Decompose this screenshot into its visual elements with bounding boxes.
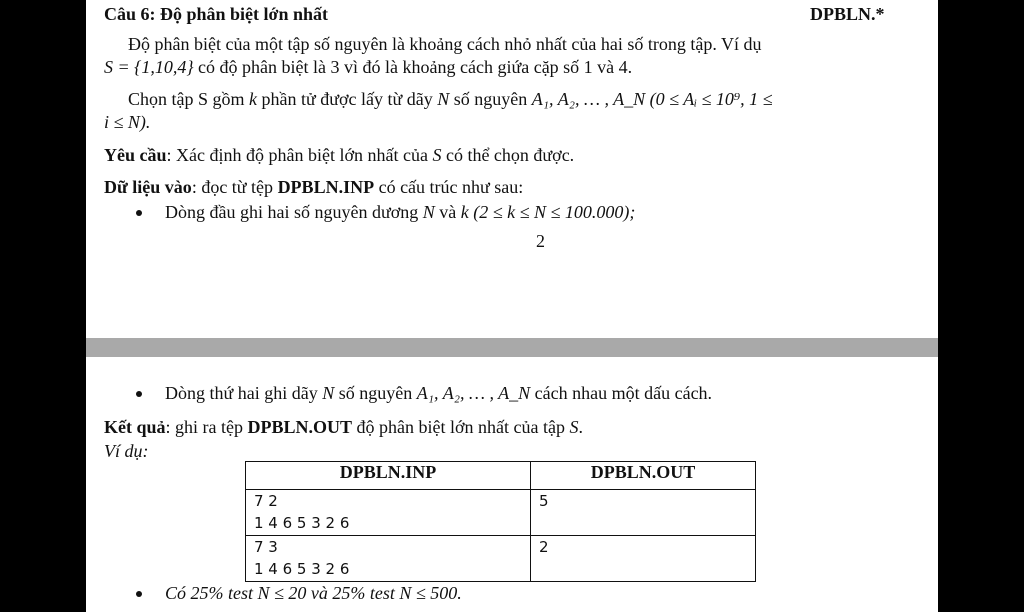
bullet-first-line [165, 201, 635, 223]
requirement [104, 144, 574, 166]
input-text-b: có cấu trúc như sau: [374, 177, 524, 197]
bullet-third-line: Có 25% test N ≤ 20 và 25% test N ≤ 500. [165, 583, 462, 603]
bullet-icon [136, 391, 142, 397]
cell-inp [246, 490, 531, 536]
para2-line2: i ≤ N). [104, 112, 151, 132]
para2-mid2: số nguyên [449, 89, 532, 109]
bullet1-text: Dòng đầu ghi hai số nguyên dương [165, 202, 423, 222]
para1-line2 [104, 56, 632, 78]
output-file: DPBLN.OUT [247, 417, 353, 437]
para2-text: Chọn tập S gồm [128, 89, 250, 109]
input-file: DPBLN.INP [277, 177, 375, 197]
cell-out: 2 [531, 536, 756, 582]
var-k: k [249, 89, 258, 109]
cell-out: 5 [531, 490, 756, 536]
set-example: S = {1,10,4} [104, 57, 194, 77]
inp-line: 7 3 [254, 538, 278, 556]
bullet2-seq: A₁, A₂, … , A_N [416, 383, 531, 403]
page-separator [86, 338, 938, 357]
bullet2-mid: số nguyên [334, 383, 417, 403]
inp-line: 1 4 6 5 3 2 6 [254, 560, 350, 578]
requirement-label: Yêu cầu [104, 145, 167, 165]
table-row [246, 490, 756, 536]
requirement-text-b: có thể chọn được. [441, 145, 575, 165]
bullet2-text: Dòng thứ hai ghi dãy [165, 383, 323, 403]
table-header-row [246, 462, 756, 490]
var-S: S [432, 145, 442, 165]
example-label: Ví dụ: [104, 441, 149, 461]
sequence-A: A₁, A₂, … , A_N [531, 89, 646, 109]
input-spec [104, 176, 523, 198]
output-S: S [569, 417, 579, 437]
bullet1-k: k [460, 202, 469, 222]
para1-line2-rest: có độ phân biệt là 3 vì đó là khoảng cách giứa cặp số 1 và 4. [193, 57, 633, 77]
bullet-icon [136, 591, 142, 597]
var-N: N [437, 89, 450, 109]
bullet-icon [136, 210, 142, 216]
para2-line1 [128, 88, 773, 110]
table-row [246, 536, 756, 582]
bullet1-mid: và [434, 202, 461, 222]
page-number: 2 [536, 231, 545, 251]
bullet1-N: N [422, 202, 435, 222]
example-table [245, 461, 756, 582]
problem-title: Câu 6: Độ phân biệt lớn nhất [104, 4, 329, 24]
bullet-second-line [165, 382, 712, 404]
header-inp: DPBLN.INP [246, 462, 531, 490]
requirement-text-a: : Xác định độ phân biệt lớn nhất của [166, 145, 433, 165]
input-label: Dữ liệu vào [104, 177, 192, 197]
bullet2-N: N [322, 383, 335, 403]
header-out: DPBLN.OUT [531, 462, 756, 490]
output-label: Kết quả [104, 417, 166, 437]
para2-mid: phần tử được lấy từ dãy [257, 89, 438, 109]
output-text-a: : ghi ra tệp [165, 417, 248, 437]
output-spec [104, 416, 583, 438]
inp-line: 7 2 [254, 492, 278, 510]
constraint-A: (0 ≤ Aᵢ ≤ 10⁹, 1 ≤ [649, 89, 773, 109]
problem-code: DPBLN.* [810, 4, 885, 24]
inp-line: 1 4 6 5 3 2 6 [254, 514, 350, 532]
input-text-a: : đọc từ tệp [191, 177, 278, 197]
para1-line1: Độ phân biệt của một tập số nguyên là khoảng cách nhỏ nhất của hai số trong tập. Ví dụ [128, 34, 762, 54]
output-text-b: độ phân biệt lớn nhất của tập [352, 417, 570, 437]
bullet1-cond: (2 ≤ k ≤ N ≤ 100.000); [468, 202, 636, 222]
cell-inp [246, 536, 531, 582]
bullet2-rest: cách nhau một dấu cách. [530, 383, 713, 403]
output-end: . [578, 417, 583, 437]
